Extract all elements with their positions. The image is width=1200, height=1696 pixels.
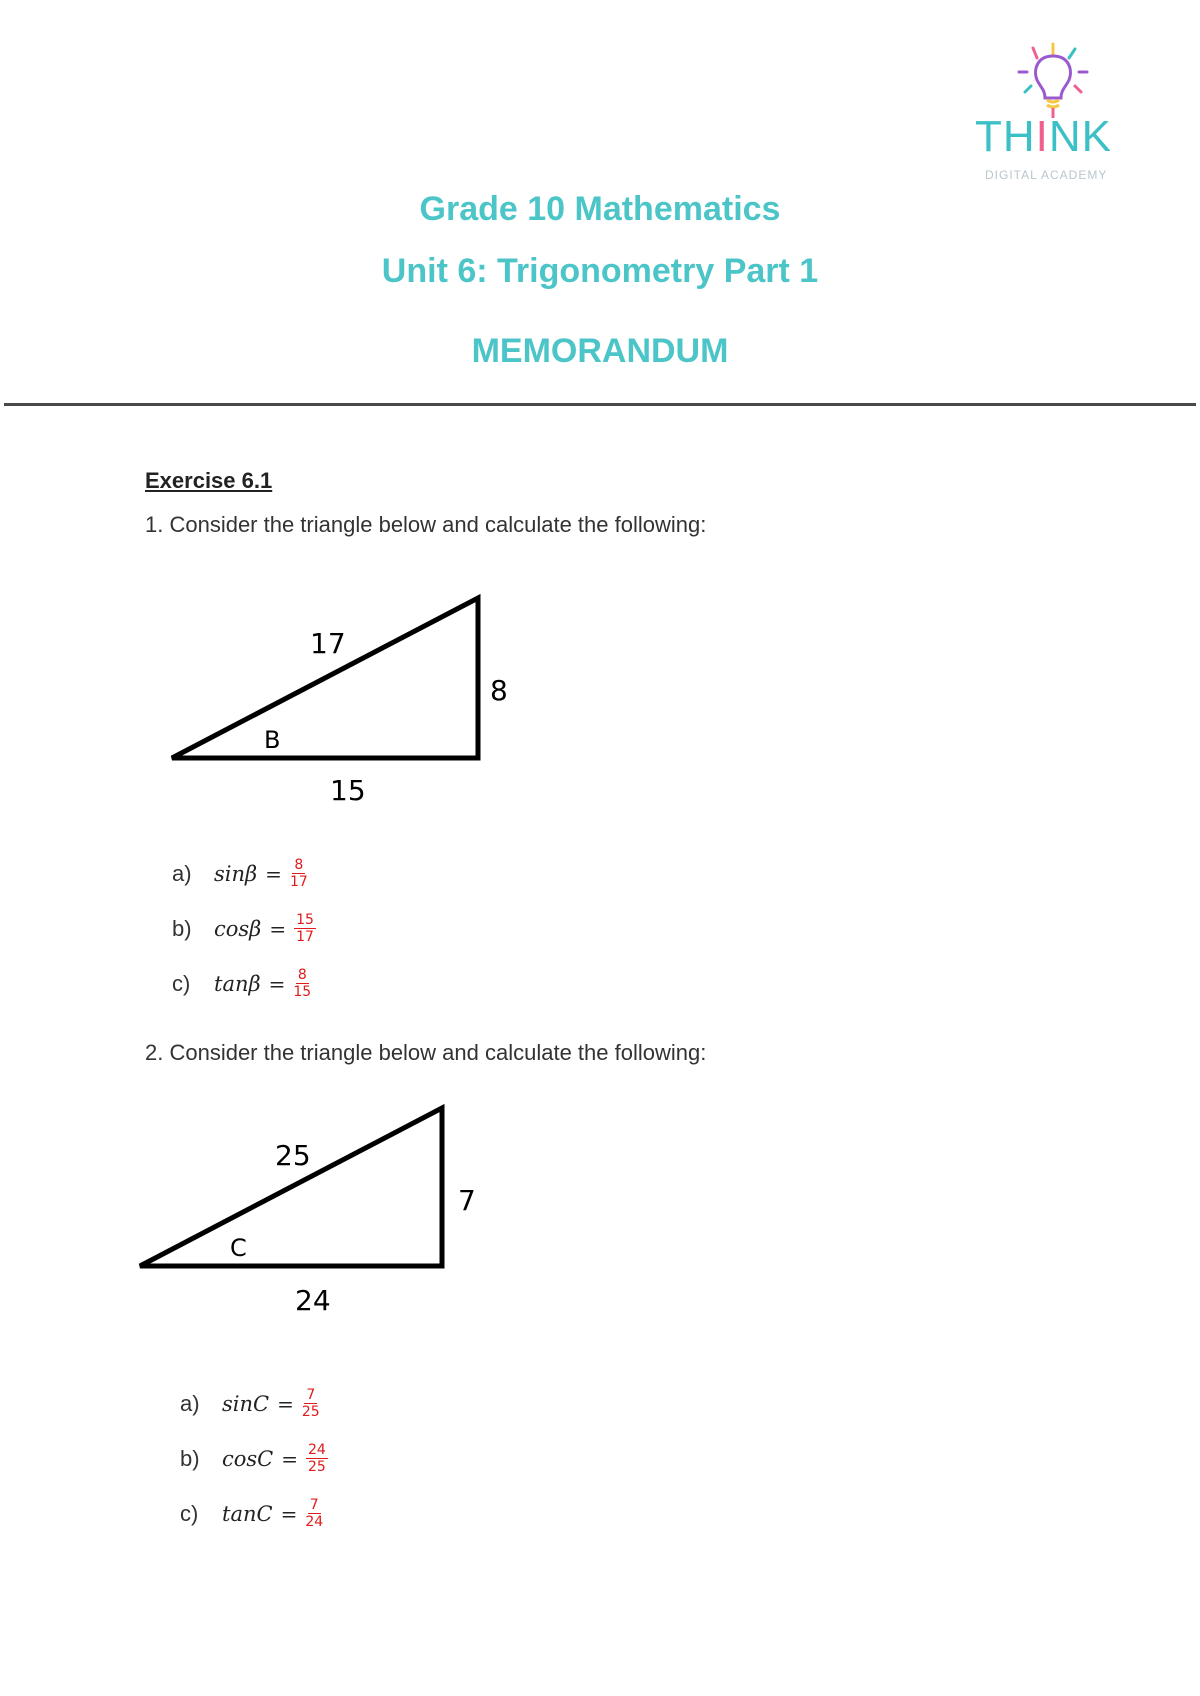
numerator: 8 (294, 857, 304, 873)
triangle-2-angle-label: C (230, 1234, 247, 1262)
numerator: 24 (308, 1442, 326, 1458)
answer-fraction (306, 1443, 328, 1474)
memorandum-title: MEMORANDUM (471, 332, 729, 370)
answer-label: c) (180, 1500, 199, 1526)
question-1-prompt: 1. Consider the triangle below and calculate the following: (145, 512, 707, 537)
answer-function: sinβ (214, 861, 258, 886)
grade-title: Grade 10 Mathematics (419, 190, 781, 228)
answer-label: a) (180, 1390, 200, 1416)
answer-label: b) (172, 915, 192, 941)
q1-answer-b (172, 913, 316, 944)
triangle-2-adjacent-label: 24 (295, 1284, 331, 1317)
triangle-2-hypotenuse-label: 25 (275, 1139, 311, 1172)
q1-answer-c (172, 968, 311, 999)
logo-wordmark: THINK (975, 112, 1113, 161)
header-divider (4, 403, 1196, 406)
numerator: 8 (297, 967, 307, 983)
triangle-2-opposite-label: 7 (458, 1184, 476, 1217)
answer-fraction (293, 968, 311, 999)
q1-answer-a (172, 858, 308, 889)
answer-label: a) (172, 860, 192, 886)
triangle-1-opposite-label: 8 (490, 674, 508, 707)
triangle-1-angle-label: B (264, 726, 281, 754)
numerator: 7 (309, 1497, 319, 1513)
equals-sign: = (280, 1501, 298, 1526)
answer-function: cosβ (214, 916, 262, 941)
denominator: 17 (296, 929, 314, 945)
answer-function: sinC (222, 1391, 270, 1416)
exercise-heading: Exercise 6.1 (145, 468, 273, 493)
answer-function: tanC (222, 1501, 273, 1526)
equals-sign: = (265, 861, 282, 886)
logo-subtitle: DIGITAL ACADEMY (985, 168, 1108, 182)
triangle-1-hypotenuse-label: 17 (310, 627, 346, 660)
numerator: 7 (306, 1387, 316, 1403)
equals-sign: = (277, 1391, 294, 1416)
denominator: 25 (301, 1404, 320, 1420)
answer-label: b) (180, 1445, 200, 1471)
answer-fraction (294, 913, 316, 944)
equals-sign: = (268, 971, 286, 996)
question-2-prompt: 2. Consider the triangle below and calculate the following: (145, 1040, 707, 1065)
numerator: 15 (296, 912, 314, 928)
answer-function: tanβ (214, 971, 261, 996)
denominator: 24 (305, 1514, 324, 1530)
unit-title: Unit 6: Trigonometry Part 1 (381, 252, 819, 290)
q2-answer-a (180, 1388, 320, 1419)
answer-label: c) (172, 970, 191, 996)
answer-fraction (305, 1498, 323, 1529)
q2-answer-b (180, 1443, 328, 1474)
q2-answer-c (180, 1498, 323, 1529)
answer-function: cosC (222, 1446, 274, 1471)
triangle-1-adjacent-label: 15 (330, 774, 366, 807)
denominator: 25 (308, 1459, 326, 1475)
equals-sign: = (281, 1446, 299, 1471)
denominator: 15 (293, 984, 312, 1000)
triangle-1-shape (172, 598, 478, 758)
denominator: 17 (289, 874, 308, 890)
triangle-2-shape (140, 1108, 442, 1266)
equals-sign: = (269, 916, 287, 941)
answer-fraction (302, 1388, 320, 1419)
answer-fraction (290, 858, 308, 889)
